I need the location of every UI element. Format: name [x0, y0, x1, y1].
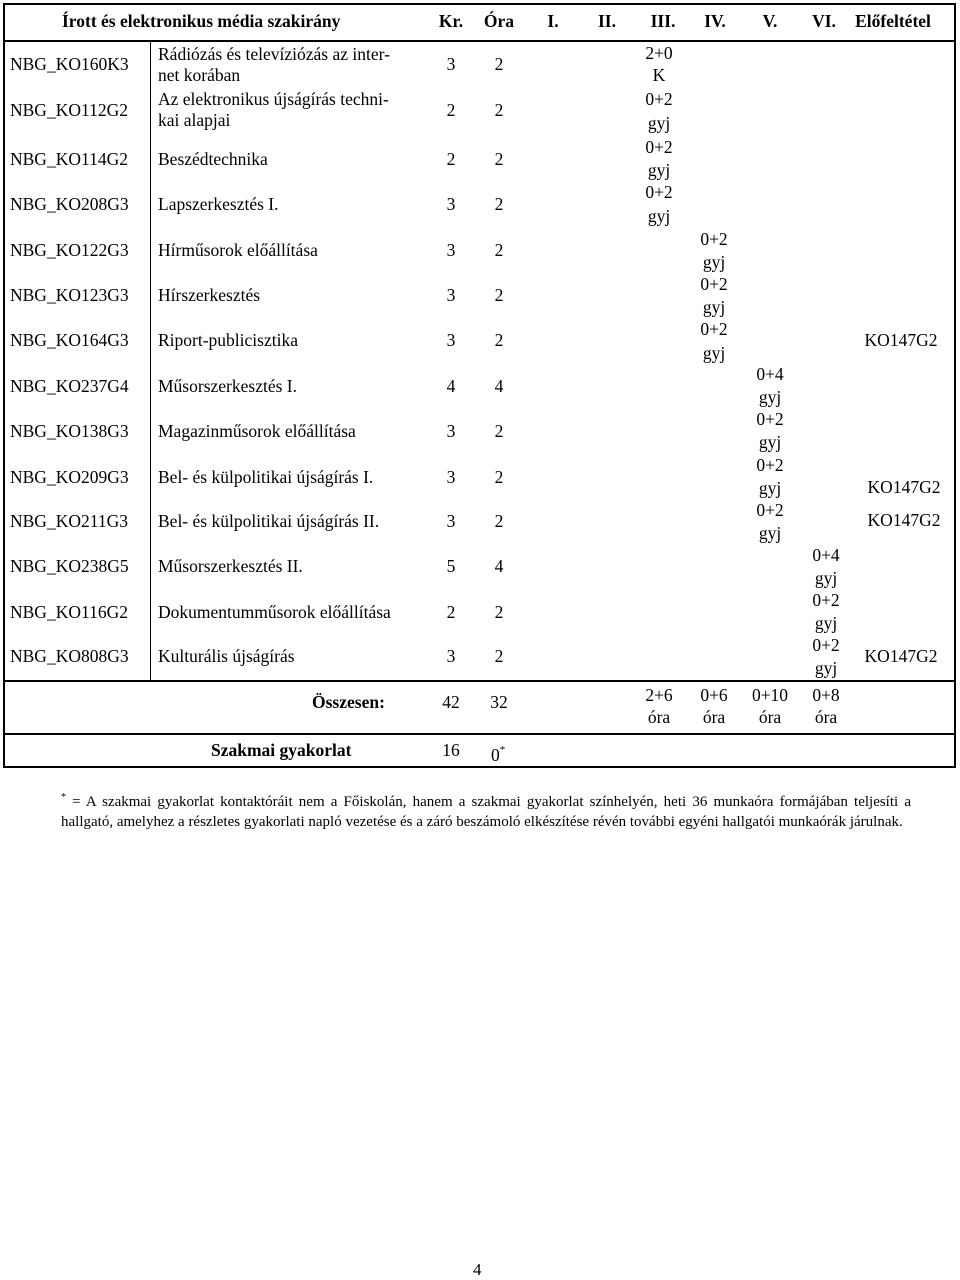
course-code: NBG_KO208G3 [10, 194, 129, 214]
sem1-hours: 2+0 [645, 43, 673, 63]
prerequisite: KO147G2 [867, 477, 941, 497]
course-code: NBG_KO808G3 [10, 646, 129, 666]
sem4-hours: 0+2 [812, 635, 840, 655]
header-sem-6: VI. [812, 11, 836, 31]
sem2-exam: gyj [702, 252, 726, 272]
credit-value: 3 [446, 285, 456, 305]
sem1-exam: gyj [647, 160, 671, 180]
page-number: 4 [473, 1260, 482, 1279]
credit-value: 3 [446, 646, 456, 666]
course-code: NBG_KO114G2 [10, 149, 128, 169]
sem1-hours: 0+2 [645, 89, 673, 109]
hours-value: 4 [494, 556, 504, 576]
course-code: NBG_KO112G2 [10, 100, 128, 120]
totals-sem4: 0+8 [812, 685, 840, 705]
course-name: Dokumentumműsorok előállítása [158, 602, 391, 622]
totals-sem4-unit: óra [814, 707, 838, 727]
course-name: Kulturális újságírás [158, 646, 295, 666]
header-kr: Kr. [438, 11, 464, 31]
sem2-hours: 0+2 [700, 274, 728, 294]
course-name: Műsorszerkesztés I. [158, 376, 297, 396]
table-title: Írott és elektronikus média szakirány [62, 11, 341, 31]
totals-label: Összesen: [312, 692, 385, 712]
totals-credits: 42 [442, 692, 460, 712]
totals-hours: 32 [490, 692, 508, 712]
totals-sem1-unit: óra [647, 707, 671, 727]
course-name: Az elektronikus újságírás techni- [158, 89, 389, 109]
course-name: Bel- és külpolitikai újságírás II. [158, 511, 380, 531]
course-code: NBG_KO164G3 [10, 330, 129, 350]
sem1-exam: gyj [647, 113, 671, 133]
hours-value: 2 [494, 421, 504, 441]
practice-label: Szakmai gyakorlat [211, 740, 352, 760]
credit-value: 3 [446, 54, 456, 74]
header-rule [3, 40, 956, 42]
course-name: Beszédtechnika [158, 149, 268, 169]
footnote-text: = A szakmai gyakorlat kontaktóráit nem a Főiskolán, hanem a szakmai gyakorlat színhelyén, heti 36 munkaóra formájában teljesíti a hallgató, amelyhez a részletes gyakorlati napló vezetése és a záró beszámoló elkészítése révén további egyéni hallgatói munkaórák járulnak. [61, 794, 911, 830]
course-name: Rádiózás és televíziózás az inter- [158, 44, 390, 64]
prerequisite: KO147G2 [864, 330, 938, 350]
credit-value: 2 [446, 602, 456, 622]
course-code: NBG_KO238G5 [10, 556, 129, 576]
footnote-star: * [61, 792, 66, 803]
credit-value: 3 [446, 330, 456, 350]
course-name: Lapszerkesztés I. [158, 194, 279, 214]
sem2-exam: gyj [702, 297, 726, 317]
sem4-hours: 0+4 [812, 545, 840, 565]
practice-credits: 16 [442, 740, 460, 760]
header-prereq: Előfeltétel [855, 11, 931, 31]
hours-value: 4 [494, 376, 504, 396]
sem3-hours: 0+4 [756, 364, 784, 384]
course-code: NBG_KO123G3 [10, 285, 129, 305]
hours-value: 2 [494, 602, 504, 622]
header-sem-5: V. [762, 11, 778, 31]
hours-value: 2 [494, 240, 504, 260]
course-name: Hírszerkesztés [158, 285, 261, 305]
header-sem-4: IV. [704, 11, 726, 31]
sem1-exam: gyj [647, 206, 671, 226]
hours-value: 2 [494, 149, 504, 169]
sem4-exam: gyj [814, 568, 838, 588]
sem3-hours: 0+2 [756, 500, 784, 520]
hours-value: 2 [494, 646, 504, 666]
hours-value: 2 [494, 330, 504, 350]
sem2-hours: 0+2 [700, 319, 728, 339]
hours-value: 2 [494, 285, 504, 305]
sem4-exam: gyj [814, 658, 838, 678]
header-sem-1: I. [547, 11, 559, 31]
sem3-hours: 0+2 [756, 455, 784, 475]
sem1-hours: 0+2 [645, 137, 673, 157]
course-name: Hírműsorok előállítása [158, 240, 318, 260]
header-sem-3: III. [650, 11, 676, 31]
hours-value: 2 [494, 54, 504, 74]
sem4-exam: gyj [814, 613, 838, 633]
header-sem-2: II. [598, 11, 616, 31]
prerequisite: KO147G2 [864, 646, 938, 666]
course-code: NBG_KO209G3 [10, 467, 129, 487]
sem3-exam: gyj [758, 432, 782, 452]
sem2-exam: gyj [702, 343, 726, 363]
hours-value: 2 [494, 100, 504, 120]
footnote [61, 788, 911, 832]
practice-hours-cell [491, 740, 505, 766]
credit-value: 3 [446, 421, 456, 441]
credit-value: 3 [446, 240, 456, 260]
prerequisite: KO147G2 [867, 510, 941, 530]
totals-sem2: 0+6 [700, 685, 728, 705]
credit-value: 4 [446, 376, 456, 396]
credit-value: 5 [446, 556, 456, 576]
sem3-exam: gyj [758, 523, 782, 543]
totals-sem3: 0+10 [751, 685, 789, 705]
course-name: Műsorszerkesztés II. [158, 556, 303, 576]
course-code: NBG_KO122G3 [10, 240, 129, 260]
sem3-exam: gyj [758, 387, 782, 407]
sem2-hours: 0+2 [700, 229, 728, 249]
sem3-hours: 0+2 [756, 409, 784, 429]
credit-value: 3 [446, 194, 456, 214]
hours-value: 2 [494, 467, 504, 487]
course-name-cont: kai alapjai [158, 110, 231, 130]
course-name: Riport-publicisztika [158, 330, 298, 350]
course-code: NBG_KO160K3 [10, 54, 129, 74]
sem1-hours: 0+2 [645, 182, 673, 202]
totals-sem3-unit: óra [758, 707, 782, 727]
credit-value: 2 [446, 100, 456, 120]
credit-value: 2 [446, 149, 456, 169]
course-code: NBG_KO138G3 [10, 421, 129, 441]
course-code: NBG_KO237G4 [10, 376, 129, 396]
sem3-exam: gyj [758, 478, 782, 498]
credit-value: 3 [446, 467, 456, 487]
hours-value: 2 [494, 194, 504, 214]
totals-rule [3, 680, 956, 682]
course-code: NBG_KO211G3 [10, 511, 128, 531]
header-ora: Óra [483, 11, 515, 31]
practice-rule [3, 733, 956, 735]
practice-hours: 0 [491, 745, 500, 765]
credit-value: 3 [446, 511, 456, 531]
sem4-hours: 0+2 [812, 590, 840, 610]
code-column-divider [150, 40, 151, 680]
course-name: Bel- és külpolitikai újságírás I. [158, 467, 374, 487]
hours-value: 2 [494, 511, 504, 531]
course-code: NBG_KO116G2 [10, 602, 128, 622]
totals-sem2-unit: óra [702, 707, 726, 727]
course-name: Magazinműsorok előállítása [158, 421, 356, 441]
practice-footnote-mark: * [499, 744, 506, 756]
course-name-cont: net korában [158, 65, 241, 85]
sem1-exam: K [652, 65, 666, 85]
totals-sem1: 2+6 [645, 685, 673, 705]
